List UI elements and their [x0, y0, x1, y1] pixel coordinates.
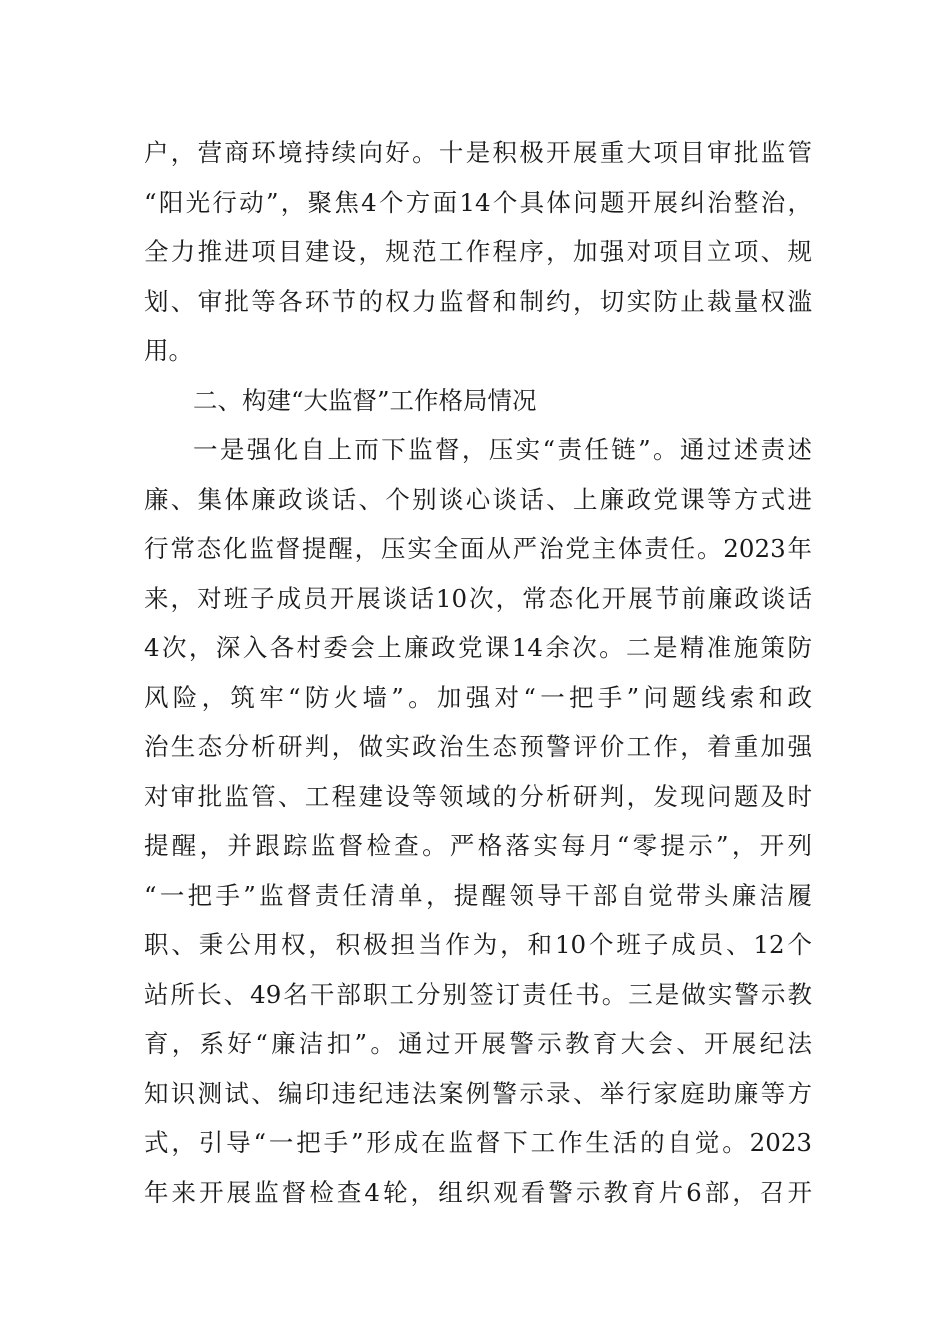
text-line: 4次，深入各村委会上廉政党课14余次。二是精准施策防	[144, 633, 812, 662]
text-line: 年来开展监督检查4轮，组织观看警示教育片6部，召开	[144, 1177, 812, 1207]
section-heading: 二、构建“大监督”工作格局情况	[193, 385, 537, 415]
text-line: 站所长、49名干部职工分别签订责任书。三是做实警示教	[144, 979, 812, 1009]
text-line: 行常态化监督提醒，压实全面从严治党主体责任。2023年	[144, 534, 812, 563]
text-line: 廉、集体廉政谈话、个别谈心谈话、上廉政党课等方式进	[144, 484, 812, 514]
text-line: 式，引导“一把手”形成在监督下工作生活的自觉。2023	[144, 1128, 812, 1157]
text-line: 划、审批等各环节的权力监督和制约，切实防止裁量权滥	[144, 286, 812, 316]
text-line: 户，营商环境持续向好。十是积极开展重大项目审批监管	[144, 138, 812, 167]
text-line: 用。	[144, 336, 193, 365]
text-line: 来，对班子成员开展谈话10次，常态化开展节前廉政谈话	[144, 583, 812, 613]
document-body	[144, 128, 812, 1217]
text-line: 育，系好“廉洁扣”。通过开展警示教育大会、开展纪法	[144, 1029, 812, 1058]
text-line: 治生态分析研判，做实政治生态预警评价工作，着重加强	[144, 732, 812, 761]
text-line: 知识测试、编印违纪违法案例警示录、举行家庭助廉等方	[144, 1078, 812, 1108]
text-line: 对审批监管、工程建设等领域的分析研判，发现问题及时	[144, 781, 812, 811]
text-line: 风险，筑牢“防火墙”。加强对“一把手”问题线索和政	[144, 682, 812, 712]
text-line: 提醒，并跟踪监督检查。严格落实每月“零提示”，开列	[144, 831, 812, 860]
text-line: 一是强化自上而下监督，压实“责任链”。通过述责述	[193, 435, 812, 464]
text-line: 职、秉公用权，积极担当作为，和10个班子成员、12个	[144, 930, 812, 959]
text-line: “阳光行动”，聚焦4个方面14个具体问题开展纠治整治，	[144, 187, 812, 217]
text-line: “一把手”监督责任清单，提醒领导干部自觉带头廉洁履	[144, 880, 812, 910]
text-line: 全力推进项目建设，规范工作程序，加强对项目立项、规	[144, 237, 812, 266]
